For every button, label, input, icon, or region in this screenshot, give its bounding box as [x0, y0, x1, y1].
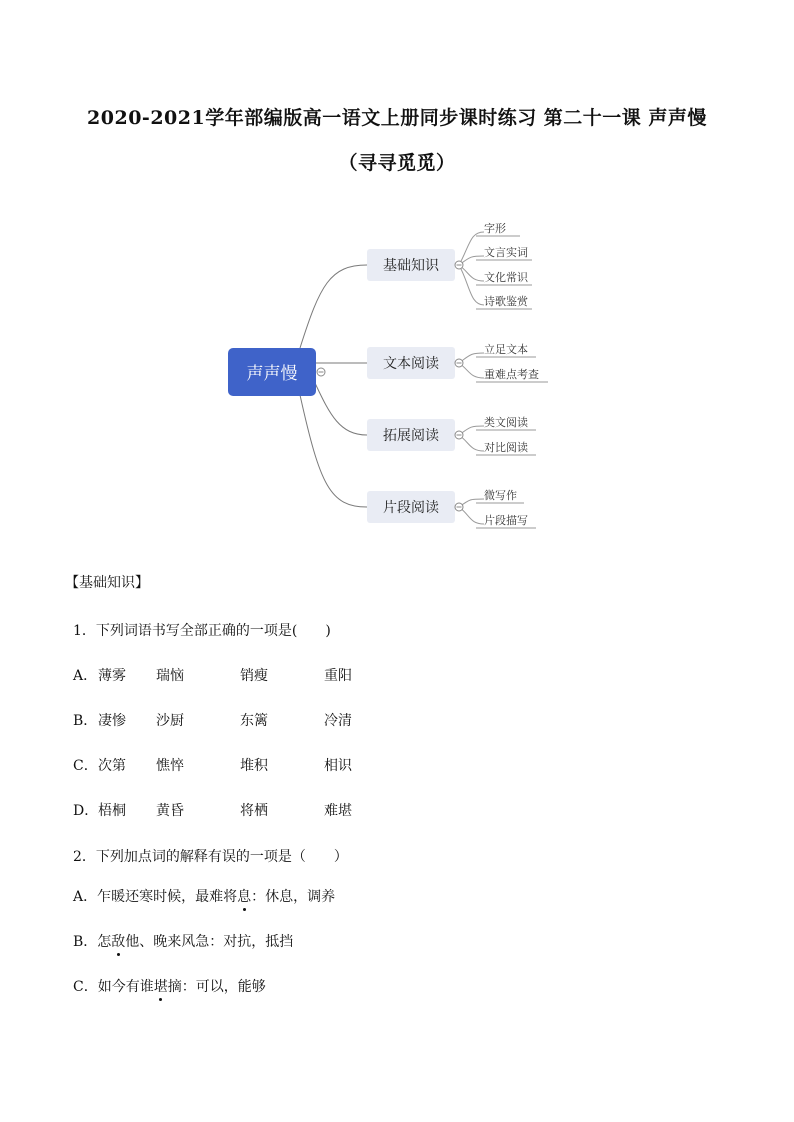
option-letter: B． — [73, 713, 98, 729]
leaf-label: 文化常识 — [484, 271, 528, 284]
dotted-char: 息 — [237, 886, 251, 906]
leaf-label: 字形 — [484, 222, 506, 235]
option-word: 东篱 — [240, 713, 268, 729]
mindmap-branch-4 — [367, 491, 463, 523]
leaf-label: 微写作 — [484, 489, 517, 502]
question-2-stem: 2．下列加点词的解释有误的一项是（ ） — [73, 849, 348, 865]
leaf-label: 文言实词 — [484, 246, 528, 259]
option-word: 沙厨 — [156, 713, 184, 729]
option-word: 将栖 — [240, 803, 268, 819]
option-word: 重阳 — [324, 668, 352, 684]
mindmap-root-label: 声声慢 — [246, 364, 298, 384]
option-letter: C． — [73, 758, 98, 774]
q2-option-a: A．乍暖还寒时候，最难将息：休息，调养 — [73, 886, 335, 906]
option-word: 黄昏 — [156, 803, 184, 819]
leaf-label: 诗歌鉴赏 — [484, 295, 528, 308]
mindmap-branch-1 — [367, 249, 463, 281]
option-word: 难堪 — [324, 803, 352, 819]
branch-label: 文本阅读 — [383, 356, 439, 372]
question-1-stem: 1．下列词语书写全部正确的一项是( ) — [73, 623, 331, 639]
option-word: 薄雾 — [98, 668, 126, 684]
branch-label: 片段阅读 — [383, 500, 439, 516]
option-word: 冷清 — [324, 713, 352, 729]
dotted-char: 敌 — [111, 931, 125, 951]
section-header: 【基础知识】 — [65, 575, 149, 591]
mindmap-branch-3 — [367, 419, 463, 451]
q2-option-b: B．怎敌他、晚来风急：对抗，抵挡 — [73, 931, 293, 951]
branch-label: 基础知识 — [383, 258, 439, 274]
option-letter: D． — [73, 803, 99, 819]
option-word: 销瘦 — [240, 668, 268, 684]
option-word: 堆积 — [240, 758, 268, 774]
option-letter: A． — [73, 668, 98, 684]
branch-label: 拓展阅读 — [383, 428, 439, 444]
mindmap-branch-2 — [367, 347, 463, 379]
leaf-label: 对比阅读 — [484, 441, 528, 454]
dotted-char: 堪 — [154, 976, 168, 996]
option-word: 凄惨 — [98, 713, 126, 729]
option-word: 相识 — [324, 758, 352, 774]
document-subtitle: （寻寻觅觅） — [338, 152, 456, 174]
document-title: 2020-2021学年部编版高一语文上册同步课时练习 第二十一课 声声慢 — [87, 107, 707, 129]
option-word: 次第 — [98, 758, 126, 774]
option-word: 憔悴 — [156, 758, 184, 774]
option-word: 梧桐 — [98, 803, 126, 819]
leaf-label: 类文阅读 — [484, 416, 528, 429]
mind-map — [0, 205, 794, 545]
leaf-label: 立足文本 — [484, 343, 528, 356]
option-word: 瑞恼 — [156, 668, 184, 684]
leaf-label: 片段描写 — [484, 514, 528, 527]
q2-option-c: C．如今有谁堪摘：可以，能够 — [73, 976, 266, 996]
leaf-label: 重难点考查 — [484, 368, 539, 381]
